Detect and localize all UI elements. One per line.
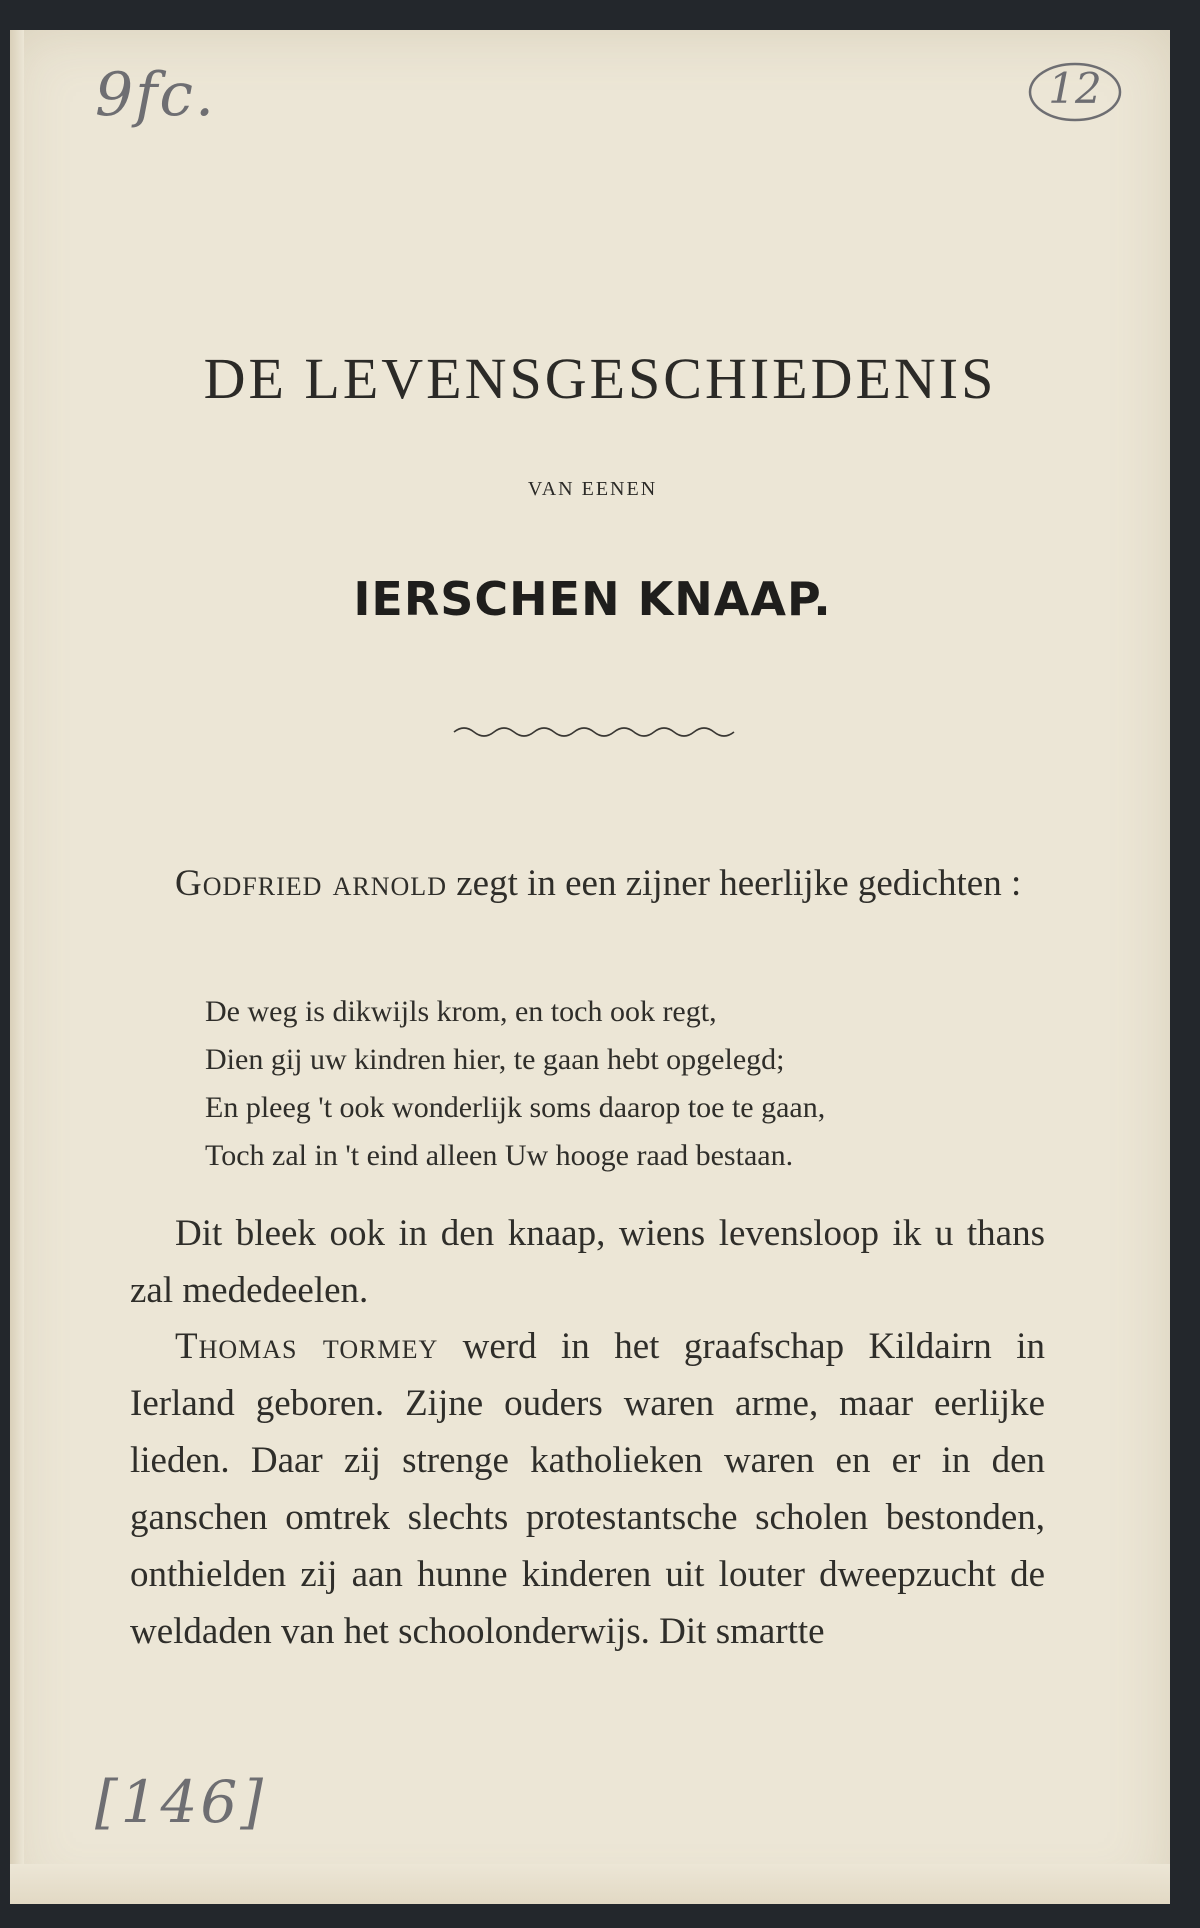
paragraph-intro-text: zegt in een zijner heerlijke gedichten : xyxy=(446,863,1022,904)
poem-block xyxy=(205,988,1005,1180)
handwritten-bottom-number: [146] xyxy=(95,1768,266,1836)
paragraph-transition xyxy=(130,1205,1045,1319)
poem-line: Toch zal in 't eind alleen Uw hooge raad bestaan. xyxy=(205,1139,794,1172)
page-title: DE LEVENSGESCHIEDENIS xyxy=(203,346,997,411)
handwritten-page-number xyxy=(1025,58,1125,124)
poem-line: De weg is dikwijls krom, en toch ook regt, xyxy=(205,995,717,1028)
page-title-secondary: IERSCHEN KNAAP. xyxy=(353,572,832,626)
author-name: Godfried arnold xyxy=(175,863,447,904)
paragraph-story xyxy=(130,1318,1045,1660)
paragraph-intro xyxy=(130,855,1045,912)
protagonist-name: Thomas tormey xyxy=(175,1326,439,1367)
page-number-text: 12 xyxy=(1048,64,1102,113)
wavy-divider-ornament xyxy=(452,722,742,742)
page-spine-shadow xyxy=(10,30,24,1904)
poem-line: Dien gij uw kindren hier, te gaan hebt opgelegd; xyxy=(205,1043,785,1076)
handwritten-shelfmark: 9fc. xyxy=(95,60,217,130)
page-subtitle: VAN EENEN xyxy=(527,478,658,500)
poem-line: En pleeg 't ook wonderlijk soms daarop toe te gaan, xyxy=(205,1091,826,1124)
paragraph-transition-text: Dit bleek ook in den knaap, wiens levensloop ik u thans zal mededeelen. xyxy=(130,1213,1045,1311)
paragraph-story-text: werd in het graafschap Kildairn in Ierland geboren. Zijne ouders waren arme, maar eerlijke lieden. Daar zij strenge katholieken waren en er in den ganschen omtrek slechts protestantsche scholen bestonden, onthielden zij aan hunne kinderen uit louter dweepzucht de weldaden van het schoolonderwijs. Dit smartte xyxy=(130,1326,1045,1652)
page-bottom-edge xyxy=(10,1864,1170,1904)
